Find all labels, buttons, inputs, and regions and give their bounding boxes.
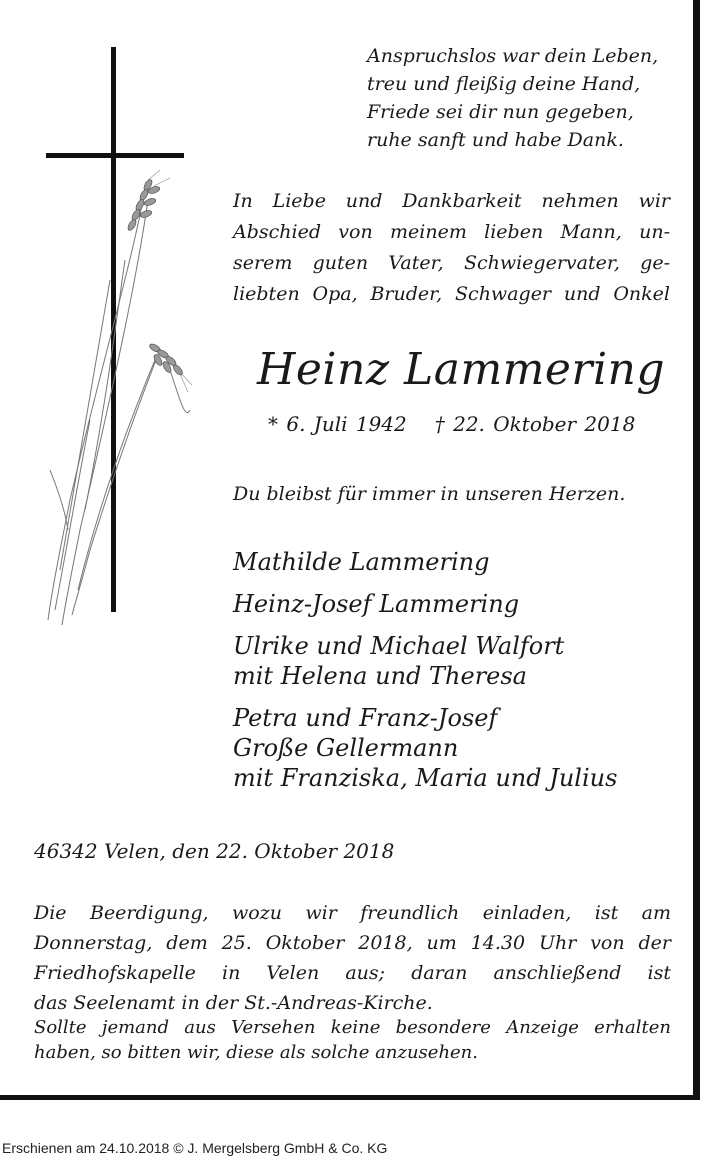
life-dates [268, 410, 635, 438]
mourner-line: Petra und Franz-Josef [233, 704, 498, 732]
mourner-line: Große Gellermann [233, 734, 459, 762]
cross-horizontal-beam [46, 153, 184, 158]
mourners-list [233, 547, 617, 805]
mourner-group [233, 631, 617, 691]
funeral-line: das Seelenamt in der St.-Andreas-Kirche. [34, 992, 433, 1014]
mourner-line: Ulrike und Michael Walfort [233, 632, 565, 660]
motto: Du bleibst für immer in unseren Herzen. [233, 483, 626, 505]
birth-date: * 6. Juli 1942 [268, 412, 407, 436]
note-line: haben, so bitten wir, diese als solche anzusehen. [34, 1042, 478, 1063]
wheat-illustration [30, 170, 200, 630]
mourner-group [233, 547, 617, 577]
intro-line: In Liebe und Dankbarkeit nehmen wir [233, 190, 670, 212]
funeral-line: Die Beerdigung, wozu wir freundlich einladen, ist am [34, 902, 671, 924]
deceased-name: Heinz Lammering [257, 344, 666, 395]
funeral-line: Donnerstag, dem 25. Oktober 2018, um 14.30 Uhr von der [34, 932, 671, 954]
intro-line: Abschied von meinem lieben Mann, un- [233, 221, 670, 243]
funeral-info [34, 898, 671, 1018]
intro-line: liebten Opa, Bruder, Schwager und Onkel [233, 283, 670, 305]
publication-footer: Erschienen am 24.10.2018 © J. Mergelsberg GmbH & Co. KG [2, 1140, 388, 1156]
place-date: 46342 Velen, den 22. Oktober 2018 [34, 839, 395, 863]
poem-line: Friede sei dir nun gegeben, [367, 101, 634, 123]
poem-line: ruhe sanft und habe Dank. [367, 129, 624, 151]
mourner-group [233, 703, 617, 793]
mourner-line: Heinz-Josef Lammering [233, 590, 520, 618]
note-line: Sollte jemand aus Versehen keine besondere Anzeige erhalten [34, 1017, 671, 1038]
funeral-line: Friedhofskapelle in Velen aus; daran anschließend ist [34, 962, 671, 984]
poem [367, 42, 658, 154]
poem-line: treu und fleißig deine Hand, [367, 73, 641, 95]
intro-line: serem guten Vater, Schwiegervater, ge- [233, 252, 670, 274]
mourner-group [233, 589, 617, 619]
intro-text [233, 186, 670, 310]
mourner-line: mit Helena und Theresa [233, 662, 527, 690]
notice-note [34, 1015, 671, 1065]
poem-line: Anspruchslos war dein Leben, [367, 45, 659, 67]
mourner-line: Mathilde Lammering [233, 548, 490, 576]
death-date: † 22. Oktober 2018 [434, 412, 636, 436]
mourner-line: mit Franziska, Maria und Julius [233, 764, 618, 792]
